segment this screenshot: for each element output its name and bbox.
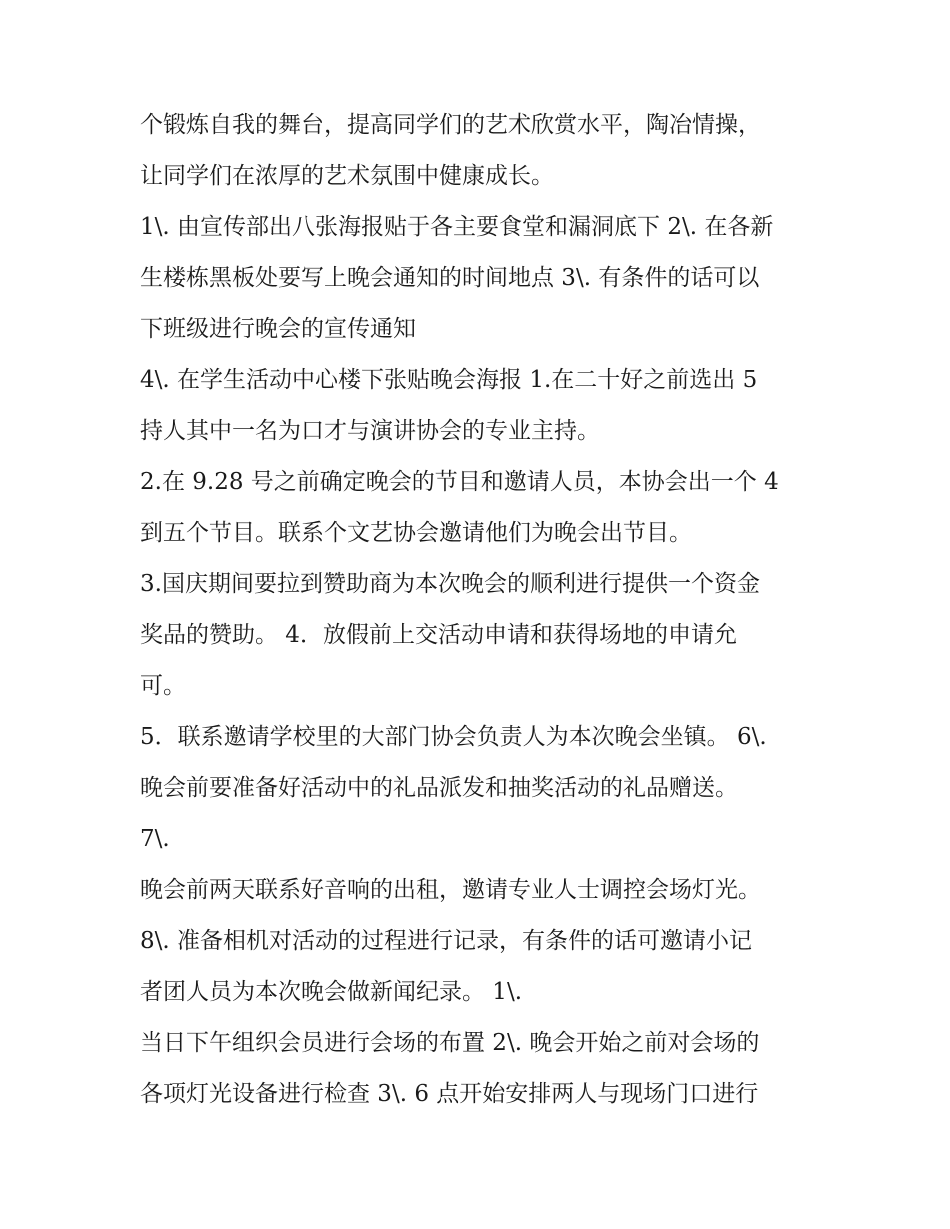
text-line: 5．联系邀请学校里的大部门协会负责人为本次晚会坐镇。 6\. [140, 724, 767, 750]
text-line: 个锻炼自我的舞台，提高同学们的艺术欣赏水平，陶冶情操， [140, 112, 761, 138]
text-line: 奖品的赞助。 4．放假前上交活动申请和获得场地的申请允 [140, 622, 737, 648]
text-line: 让同学们在浓厚的艺术氛围中健康成长。 [140, 163, 554, 189]
text-line: 1\. 由宣传部出八张海报贴于各主要食堂和漏洞底下 2\. 在各新 [140, 214, 774, 240]
text-line: 2.在 9.28 号之前确定晚会的节目和邀请人员，本协会出一个 4 [140, 469, 779, 495]
text-line: 晚会前两天联系好音响的出租，邀请专业人士调控会场灯光。 [140, 877, 761, 903]
text-line: 各项灯光设备进行检查 3\. 6 点开始安排两人与现场门口进行 [140, 1081, 759, 1107]
text-line: 3.国庆期间要拉到赞助商为本次晚会的顺利进行提供一个资金 [140, 571, 760, 597]
text-line: 4\. 在学生活动中心楼下张贴晚会海报 1.在二十好之前选出 5 [140, 367, 758, 393]
document-body [140, 100, 820, 1120]
text-line: 到五个节目。联系个文艺协会邀请他们为晚会出节目。 [140, 520, 692, 546]
text-line: 者团人员为本次晚会做新闻纪录。 1\. [140, 979, 523, 1005]
text-line: 生楼栋黑板处要写上晚会通知的时间地点 3\. 有条件的话可以 [140, 265, 760, 291]
text-line: 晚会前要准备好活动中的礼品派发和抽奖活动的礼品赠送。 [140, 775, 738, 801]
text-line: 8\. 准备相机对活动的过程进行记录，有条件的话可邀请小记 [140, 928, 753, 954]
text-line: 下班级进行晚会的宣传通知 [140, 316, 416, 342]
text-line: 可。 [140, 673, 186, 699]
text-line: 当日下午组织会员进行会场的布置 2\. 晚会开始之前对会场的 [140, 1030, 760, 1056]
text-line: 7\. [140, 826, 170, 852]
text-line: 持人其中一名为口才与演讲协会的专业主持。 [140, 418, 600, 444]
